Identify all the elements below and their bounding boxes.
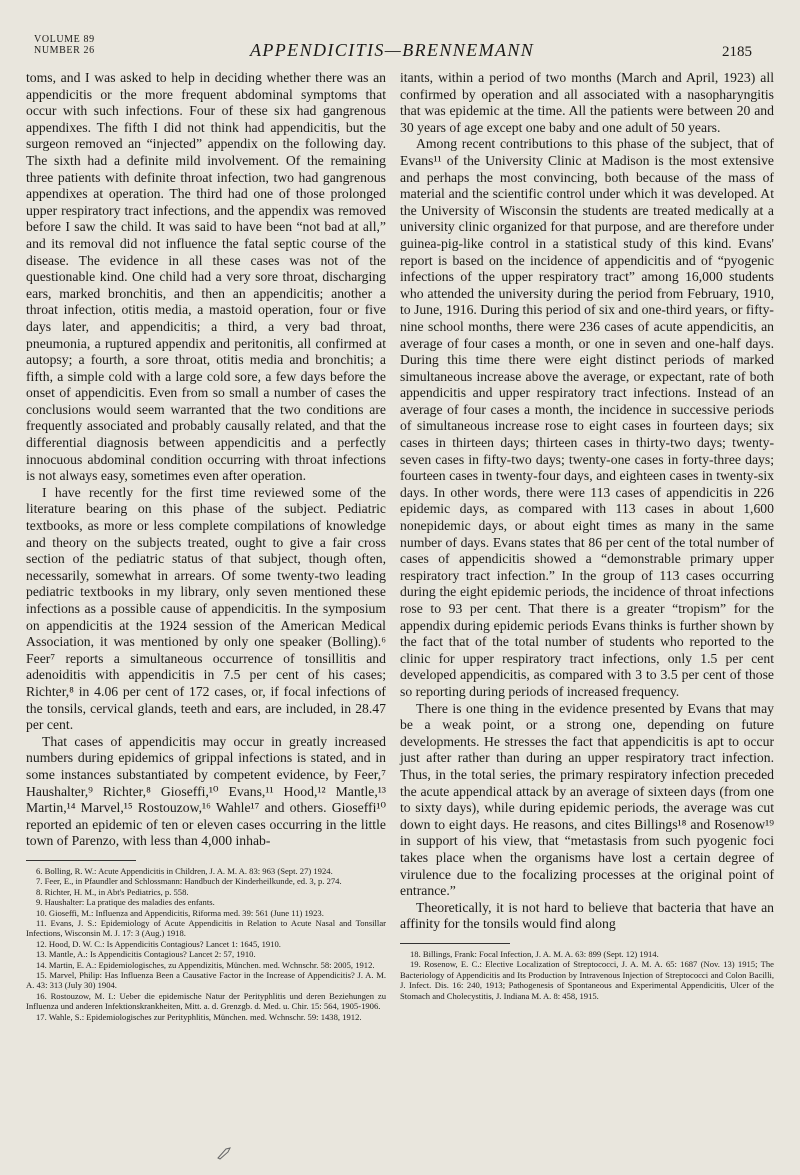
paragraph: That cases of appendicitis may occur in greatly increased numbers during epidemics of grippal infections is stated, and in some instances substantiated by competent evidence, by Feer,⁷ Haushalter,⁹ Richter,⁸ Gioseffi,¹⁰ Evans,¹¹ Hood,¹² Mantle,¹³ Martin,¹⁴ Marvel,¹⁵ Rostouzow,¹⁶ Wahle¹⁷ and others. Gioseffi¹⁰ reported an epidemic of ten or eleven cases occurring in the little town of Parenzo, with less than 4,000 inhab- bbox=[26, 733, 386, 849]
left-column bbox=[26, 70, 386, 1022]
footnote: 19. Rosenow, E. C.: Elective Localization of Streptococci, J. A. M. A. 65: 1687 (Nov. 13) 1915; The Bacteriology of Appendicitis and Its Production by Intravenous Injection of Streptococci and Colon Bacilli, J. Infect. Dis. 16: 240, 1913; Pathogenesis of Spontaneous and Experimental Appendicitis, Ulcer of the Stomach and Cholecystitis, J. Indiana M. A. 8: 458, 1915. bbox=[400, 959, 774, 1001]
paragraph: I have recently for the first time reviewed some of the literature bearing on this phase of the subject. Pediatric textbooks, as more or less complete compilations of knowledge and theory on the subjects treated, ought to give a fair cross section of the pediatric status of that subject, though often, necessarily, somewhat in arrears. Of some twenty-two leading pediatric textbooks in my library, only seven mentioned these infections as a possible cause of appendicitis. In the symposium on appendicitis at the 1924 session of the American Medical Association, it was mentioned by only one speaker (Bolling).⁶ Feer⁷ reports a simultaneous occurrence of tonsillitis and adenoiditis with appendicitis in 7.5 per cent of his cases; Richter,⁸ in 4.06 per cent of 172 cases, or, if focal infections of the tonsils, cervical glands, teeth and ears, are included, in 28.47 per cent. bbox=[26, 484, 386, 733]
footnote: 14. Martin, E. A.: Epidemiologisches, zu Appendizitis, München. med. Wchnschr. 58: 2005, 1912. bbox=[36, 959, 375, 970]
issue-number-label: NUMBER 26 bbox=[34, 45, 95, 56]
footnote: 18. Billings, Frank: Focal Infection, J. A. M. A. 63: 899 (Sept. 12) 1914. bbox=[410, 948, 659, 959]
footnote: 11. Evans, J. S.: Epidemiology of Acute Appendicitis in Relation to Acute Nasal and Tonsillar Infections, Wisconsin M. J. 17: 3 (Aug.) 1918. bbox=[26, 917, 386, 939]
paragraph: There is one thing in the evidence presented by Evans that may be a weak point, or a strong one, depending on future developments. He stresses the fact that appendicitis is apt to occur just after rather than during an upper respiratory tract infection. Thus, in the total series, the primary respiratory infection preceded the acute appendical attack by an average of sixteen days (from one to sixty days), while during epidemic periods, the average was cut down to eight days. He reasons, and cites Billings¹⁸ and Rosenow¹⁹ in support of his view, that “metastasis from such pyogenic foci takes place when the organisms have lost a certain degree of virulence due to the focalizing processes at the original point of entrance.” bbox=[400, 700, 774, 899]
footnotes bbox=[400, 949, 774, 1001]
footnote: 6. Bolling, R. W.: Acute Appendicitis in Children, J. A. M. A. 83: 963 (Sept. 27) 1924. bbox=[36, 865, 333, 876]
footnote: 12. Hood, D. W. C.: Is Appendicitis Contagious? Lancet 1: 1645, 1910. bbox=[36, 938, 281, 949]
footnote: 17. Wahle, S.: Epidemiologisches zur Perityphlitis, München. med. Wchnschr. 59: 1438, 1912. bbox=[36, 1011, 362, 1022]
footnote: 13. Mantle, A.: Is Appendicitis Contagious? Lancet 2: 57, 1910. bbox=[36, 949, 256, 960]
footnote: 15. Marvel, Philip: Has Influenza Been a Causative Factor in the Increase of Appendicitis? J. A. M. A. 43: 313 (July 30) 1904. bbox=[26, 969, 386, 991]
paragraph: toms, and I was asked to help in deciding whether there was an appendicitis or the more frequent abdominal symptoms that occur with such infections. Four of these six had gangrenous appendixes. The fifth I did not think had appendicitis, but the surgeon removed an “injected” appendix on the following day. The sixth had a definite mild involvement. Of the remaining three patients with definite throat infection, two had gangrenous appendixes at operation. The third had one of those prolonged upper respiratory tract infections, and the appendix was removed before I saw the child. It was said to have been “not bad at all,” and its removal did not influence the fatal septic course of the disease. The evidence in all these cases was not of the questionable kind. One child had a very sore throat, discharging ears, marked bronchitis, and then an appendicitis; another a throat infection, otitis media, a mastoid operation, four or five days later, and appendicitis; a third, a very bad throat, pneumonia, a ruptured appendix and peritonitis, all confirmed at autopsy; a fourth, a sore throat, otitis media and bronchitis; a fifth, a simple cold with a large cold sore, a few days before the onset of appendicitis. Even from so small a number of cases the conclusions would seem warranted that the two conditions are frequently associated and probably causally related, and that the differential diagnosis between appendicitis and a perfectly innocuous abdominal condition occurring with throat infections is not always easy, sometimes even after operation. bbox=[26, 70, 386, 484]
footnote-divider bbox=[26, 860, 136, 861]
volume-label: VOLUME 89 bbox=[34, 34, 95, 45]
paragraph: itants, within a period of two months (March and April, 1923) all confirmed by operation and all associated with a nasopharyngitis that was epidemic at the time. All the patients were between 20 and 30 years of age except one baby and one adult of 50 years. bbox=[400, 70, 774, 135]
footnote: 10. Gioseffi, M.: Influenza and Appendicitis, Riforma med. 39: 561 (June 11) 1923. bbox=[36, 907, 324, 918]
footnotes bbox=[26, 866, 386, 1022]
running-title: APPENDICITIS—BRENNEMANN bbox=[250, 40, 535, 60]
volume-number-label bbox=[34, 34, 95, 56]
paragraph: Theoretically, it is not hard to believe that bacteria that have an affinity for the tonsils would find along bbox=[400, 899, 774, 932]
footnote: 16. Rostouzow, M. I.: Ueber die epidemische Natur der Perityphlitis und deren Beziehungen zu Influenza und anderen Infektionskrankheiten, Mitt. a. d. Grenzgb. d. Med. u. Chir. 15: 564, 1905-1906. bbox=[26, 990, 386, 1012]
footnote: 8. Richter, H. M., in Abt's Pediatrics, p. 558. bbox=[36, 886, 189, 897]
footnote: 9. Haushalter: La pratique des maladies des enfants. bbox=[36, 897, 215, 908]
footnote-divider bbox=[400, 943, 510, 944]
page-number: 2185 bbox=[722, 44, 752, 60]
pencil-mark-icon bbox=[216, 1146, 238, 1160]
right-column bbox=[400, 70, 774, 1001]
footnote: 7. Feer, E., in Pfaundler and Schlossmann: Handbuch der Kinderheilkunde, ed. 3, p. 274. bbox=[36, 876, 342, 887]
paragraph: Among recent contributions to this phase of the subject, that of Evans¹¹ of the University Clinic at Madison is the most extensive and perhaps the most convincing, both because of the mass of material and the scientific control under which it was developed. At the University of Wisconsin the students are treated medically at a university clinic organized for that purpose, and are therefore under guinea-pig-like control in a statistical study of this kind. Evans' report is based on the incidence of appendicitis and of “pyogenic infections of the upper respiratory tract” among 16,000 students who attended the university during the period from February, 1910, to June, 1916. During this period of six and one-third years, or fifty-nine school months, there were 236 cases of acute appendicitis, an average of four cases a month, or one in seven and one-half days. During this time there were eight distinct periods of marked simultaneous increase above the average, or expectant, rate of both appendicitis and upper respiratory tract infections. Instead of an average of four cases a month, the incidence in successive periods of simultaneous increase rose to eight cases in fourteen days; six cases in thirteen days; thirteen cases in thirty-two days; twenty-seven cases in fifty-two days; twenty-one cases in forty-three days; fourteen cases in twenty-four days, and eighteen cases in twenty-six days. In other words, there were 113 cases of appendicitis in 226 epidemic days, as compared with 113 cases in about 1,600 nonepidemic days, or about eight times as many in the same number of days. Evans states that 86 per cent of the total number of cases of appendicitis showed a “demonstrable primary upper respiratory tract infection.” In the group of 113 cases occurring during the eight epidemic periods, the incidence of throat infections rose to 93 per cent. That there is a greater “tropism” for the appendix during epidemic periods Evans thinks is further shown by the fact that of the total number of students who reported to the clinic for upper respiratory tract infections, only 1.5 per cent developed appendicitis, as compared with 3 to 3.5 per cent of those so reporting during periods of increased frequency. bbox=[400, 136, 774, 699]
